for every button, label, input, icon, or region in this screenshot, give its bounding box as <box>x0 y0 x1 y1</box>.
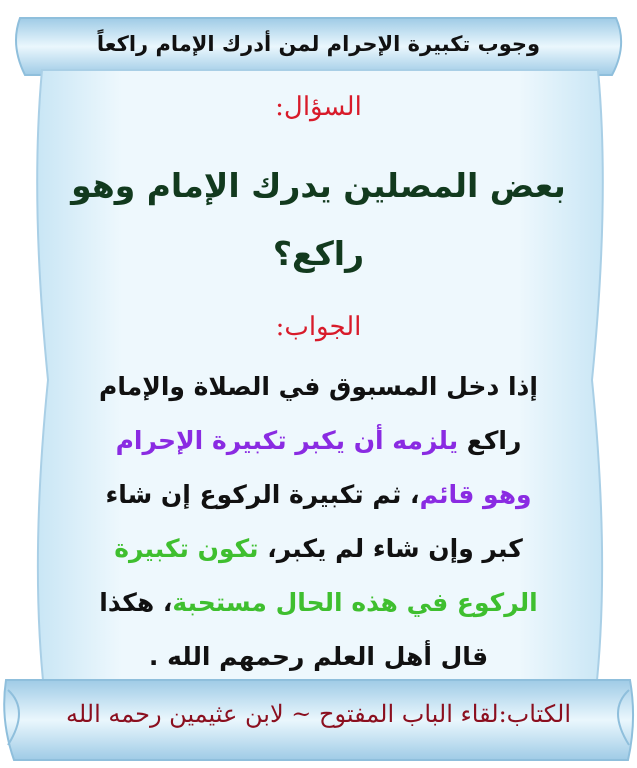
answer-highlight-purple-1: يلزمه أن يكبر تكبيرة الإحرام <box>115 426 459 455</box>
question-line-2: راكع؟ <box>272 234 365 273</box>
answer-line-5 <box>50 576 587 630</box>
answer-highlight-green-1: تكون تكبيرة <box>114 534 259 563</box>
source-footer: الكتاب:لقاء الباب المفتوح ~ لابن عثيمين رحمه الله <box>65 700 572 728</box>
page-title: وجوب تكبيرة الإحرام لمن أدرك الإمام راكعاً <box>96 32 541 56</box>
answer-highlight-green-2: الركوع في هذه الحال مستحبة <box>172 588 538 617</box>
answer-line-3 <box>50 468 587 522</box>
question-text <box>60 152 577 288</box>
answer-line-6: قال أهل العلم رحمهم الله . <box>148 642 489 671</box>
answer-text <box>50 360 587 684</box>
answer-line-3-end: ، ثم تكبيرة الركوع إن شاء <box>105 480 420 509</box>
answer-line-1: إذا دخل المسبوق في الصلاة والإمام <box>99 372 538 401</box>
question-label: السؤال: <box>275 92 362 122</box>
answer-line-4 <box>50 522 587 576</box>
answer-line-5-end: ، هكذا <box>99 588 173 617</box>
answer-line-4-start: كبر وإن شاء لم يكبر، <box>258 534 523 563</box>
answer-line-2 <box>50 414 587 468</box>
answer-line-2-start: راكع <box>458 426 522 455</box>
question-line-1: بعض المصلين يدرك الإمام وهو <box>71 166 566 205</box>
answer-label: الجواب: <box>275 312 362 342</box>
scroll-content <box>40 0 597 768</box>
answer-highlight-purple-2: وهو قائم <box>419 480 532 509</box>
